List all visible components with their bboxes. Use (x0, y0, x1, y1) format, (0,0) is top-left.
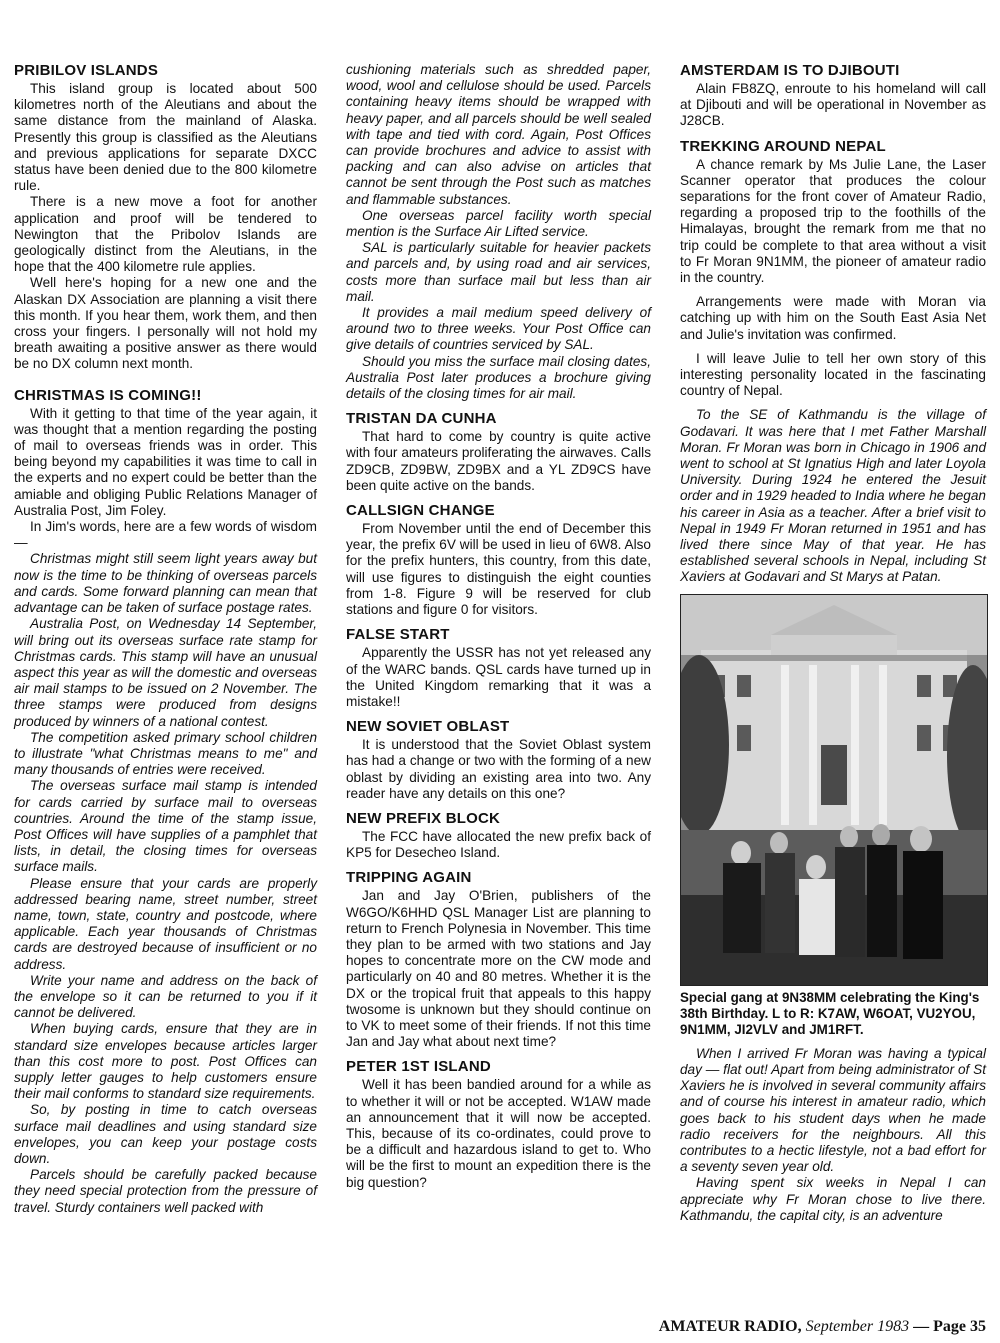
heading-trekking-around-nepal: TREKKING AROUND NEPAL (680, 137, 886, 155)
paragraph: Well here's hoping for a new one and the Alaskan DX Association are planning a visit there this month. If you hear them, work them, and then cross your fingers. I personally will not hold my breath awaiting a positive answer as there would be no DX column next month. (14, 275, 317, 372)
paragraph-quote: When I arrived Fr Moran was having a typical day — flat out! Apart from being administrator of St Xaviers he is involved in several community affairs and of course his interest in amateur radio, which goes back to his student days when he made radio receivers for the neighbours. All this contributes to a hectic lifestyle, not a bad effort for a seventy seven year old. (680, 1045, 986, 1175)
paragraph: Well it has been bandied around for a while as to whether it will or not be accepted. W1AW made an announcement that it will now be accepted. This, because of its co-ordinates, could prove to be a difficult and hazardous island to get to. Who will be the first to mount an expedition there is the big question? (346, 1077, 651, 1190)
heading-new-soviet-oblast: NEW SOVIET OBLAST (346, 718, 510, 736)
paragraph: I will leave Julie to tell her own story of this interesting personality located in the fascinating country of Nepal. (680, 350, 986, 399)
paragraph-quote: The competition asked primary school children to illustrate "what Christmas means to me" and many thousands of entries were received. (14, 729, 317, 778)
paragraph-quote: One overseas parcel facility worth special mention is the Surface Air Lifted service. (346, 207, 651, 240)
paragraph: From November until the end of December this year, the prefix 6V will be used in lieu of 6W8. Also for the prefix hunters, this country, from this date, will use figures to distinguish the eight counties from 1-8. Figure 9 will be reserved for club stations and figure 0 for visitors. (346, 521, 651, 618)
paragraph-quote: It provides a mail medium speed delivery of around two to three weeks. Your Post Office can give details of countries serviced by SAL. (346, 305, 651, 353)
heading-tripping-again: TRIPPING AGAIN (346, 869, 472, 887)
paragraph-quote: The overseas surface mail stamp is intended for cards carried by surface mail to overseas countries. Around the time of the stamp issue, Post Offices will have supplies of a pamphlet that lists, in detail, the closing times for overseas surface mails. (14, 778, 317, 875)
issue-date: September 1983 (805, 1318, 910, 1335)
page-number: — Page 35 (913, 1318, 986, 1335)
heading-tristan-da-cunha: TRISTAN DA CUNHA (346, 410, 497, 428)
heading-callsign-change: CALLSIGN CHANGE (346, 502, 495, 520)
paragraph-quote: When buying cards, ensure that they are in standard size envelopes because articles larger than this cost more to post. Post Offices can supply letter gauges to help customers ensure their mail conforms to standard size requirements. (14, 1021, 317, 1102)
paragraph: It is understood that the Soviet Oblast system has had a change or two with the forming of a new oblast by dividing an existing area into two. Any reader have any details on this one? (346, 737, 651, 801)
photo-caption: Special gang at 9N38MM celebrating the King's 38th Birthday. L to R: K7AW, W6OAT, VU2YOU, 9N1MM, JI2VLV and JM1RFT. (680, 989, 980, 1037)
paragraph-quote: To the SE of Kathmandu is the village of Godavari. It was here that I met Father Marshall Moran. Fr Moran was born in Chicago in 1906 and went to school at St Ignatius High and later Loyola University. During 1924 he entered the Jesuit order and in 1929 headed to India where he began his career in Asia as a teacher. After a brief visit to Nepal in 1949 Fr Moran returned in 1951 and has lived there since May of that year. He has established several schools in Nepal, including St Xaviers at Godavari and St Marys at Patan. (680, 407, 986, 585)
paragraph: Arrangements were made with Moran via catching up with him on the South East Asia Net and Julie's invitation was confirmed. (680, 294, 986, 342)
paragraph-quote: Write your name and address on the back of the envelope so it can be returned to you if it cannot be delivered. (14, 972, 317, 1021)
paragraph: This island group is located about 500 kilometres north of the Aleutians and about the same distance from the mainland of Alaska. Presently this group is classified as the Aleutians and previous applications for separate DXCC status have been denied due to the 800 kilometre rule. (14, 81, 317, 194)
paragraph: A chance remark by Ms Julie Lane, the Laser Scanner operator that produces the colour separations for the front cover of Amateur Radio, regarding a proposed trip to the foothills of the Himalayas, brought the remark from me that no trip could be complete to that area without a visit to Fr Moran 9N1MM, the pioneer of amateur radio in the country. (680, 156, 986, 286)
paragraph: Alain FB8ZQ, enroute to his homeland will call at Djibouti and will be operational in November as J28CB. (680, 81, 986, 129)
column-2 (346, 62, 651, 1191)
group-photo (680, 594, 988, 986)
paragraph: In Jim's words, here are a few words of wisdom — (14, 519, 317, 551)
paragraph: That hard to come by country is quite active with four amateurs proliferating the airwaves. Calls ZD9CB, ZD9BW, ZD9BX and a YL ZD9CS have been quite active on the bands. (346, 429, 651, 493)
paragraph: Apparently the USSR has not yet released any of the WARC bands. QSL cards have turned up in the United Kingdom remarking that it was a mistake!! (346, 645, 651, 709)
paragraph-quote: Should you miss the surface mail closing dates, Australia Post later produces a brochure giving details of the closing times for air mail. (346, 353, 651, 402)
heading-peter-1st-island: PETER 1ST ISLAND (346, 1058, 491, 1076)
heading-false-start: FALSE START (346, 626, 450, 644)
paragraph-quote: Christmas might still seem light years away but now is the time to be thinking of overseas parcels and cards. Some forward planning can mean that advantage can be taken of surface postage rates. (14, 551, 317, 616)
paragraph-quote: SAL is particularly suitable for heavier packets and parcels and, by using road and air services, costs more than surface mail but less than air mail. (346, 240, 651, 304)
paragraph-quote: Having spent six weeks in Nepal I can appreciate why Fr Moran chose to live there. Kathmandu, the capital city, is an adventure (680, 1175, 986, 1223)
paragraph-quote: cushioning materials such as shredded paper, wood, wool and cellulose should be used. Parcels containing heavy items should be wrapped with heavy paper, and all parcels should be well sealed with tape and tied with cord. Again, Post Offices can provide brochures and advice to assist with packing and can also advise on articles that cannot be sent through the Post such as matches and flammable substances. (346, 62, 651, 207)
heading-pribilov-islands: PRIBILOV ISLANDS (14, 62, 159, 79)
paragraph-quote: Australia Post, on Wednesday 14 September, will bring out its overseas surface rate stamp for Christmas cards. This stamp will have an unusual aspect this year as will the domestic and overseas air mail stamps to be issued on 2 November. The three stamps were produced from designs produced by winners of a national contest. (14, 616, 317, 729)
group-photo-image (681, 595, 987, 985)
paragraph: The FCC have allocated the new prefix back of KP5 for Desecheo Island. (346, 828, 651, 861)
paragraph: Jan and Jay O'Brien, publishers of the W6GO/K6HHD QSL Manager List are planning to return to French Polynesia in November. This time they plan to be armed with two stations and Jay hopes to concentrate more on the CW mode and particularly on 40 and 80 metres. Whether it is the DX or the tropical fruit that appeals to this happy twosome is unknown but they should continue on to VK to meet some of their friends. If not this time Jan and Jay what about next time? (346, 888, 651, 1050)
paragraph-quote: Parcels should be carefully packed because they need special protection from the pressure of travel. Sturdy containers well packed with (14, 1167, 317, 1215)
paragraph-quote: Please ensure that your cards are properly addressed bearing name, street number, street name, town, state, country and postcode, where applicable. Each year thousands of Christmas cards are destroyed because of insufficient or no address. (14, 875, 317, 972)
column-3 (680, 62, 986, 1224)
paragraph: With it getting to that time of the year again, it was thought that a mention regarding the posting of mail to overseas friends was in order. This being beyond my capabilities it was time to call in the experts and no expert could be better than the amiable and obliging Public Relations Manager of Australia Post, Jim Foley. (14, 405, 317, 518)
column-1 (14, 62, 317, 1216)
paragraph-quote: So, by posting in time to catch overseas surface mail deadlines and using standard size envelopes, you can keep your postage costs down. (14, 1102, 317, 1166)
paragraph: There is a new move a foot for another application and proof will be tendered to Newington that the Pribolov Islands are geologically distinct from the Aleutians, in the hope that the 400 kilometre rule applies. (14, 194, 317, 275)
heading-amsterdam-is-to-djibouti: AMSTERDAM IS TO DJIBOUTI (680, 62, 900, 79)
heading-new-prefix-block: NEW PREFIX BLOCK (346, 809, 501, 827)
magazine-name: AMATEUR RADIO, (658, 1318, 802, 1335)
page-footer (659, 1318, 986, 1336)
heading-christmas-is-coming: CHRISTMAS IS COMING!! (14, 386, 202, 404)
